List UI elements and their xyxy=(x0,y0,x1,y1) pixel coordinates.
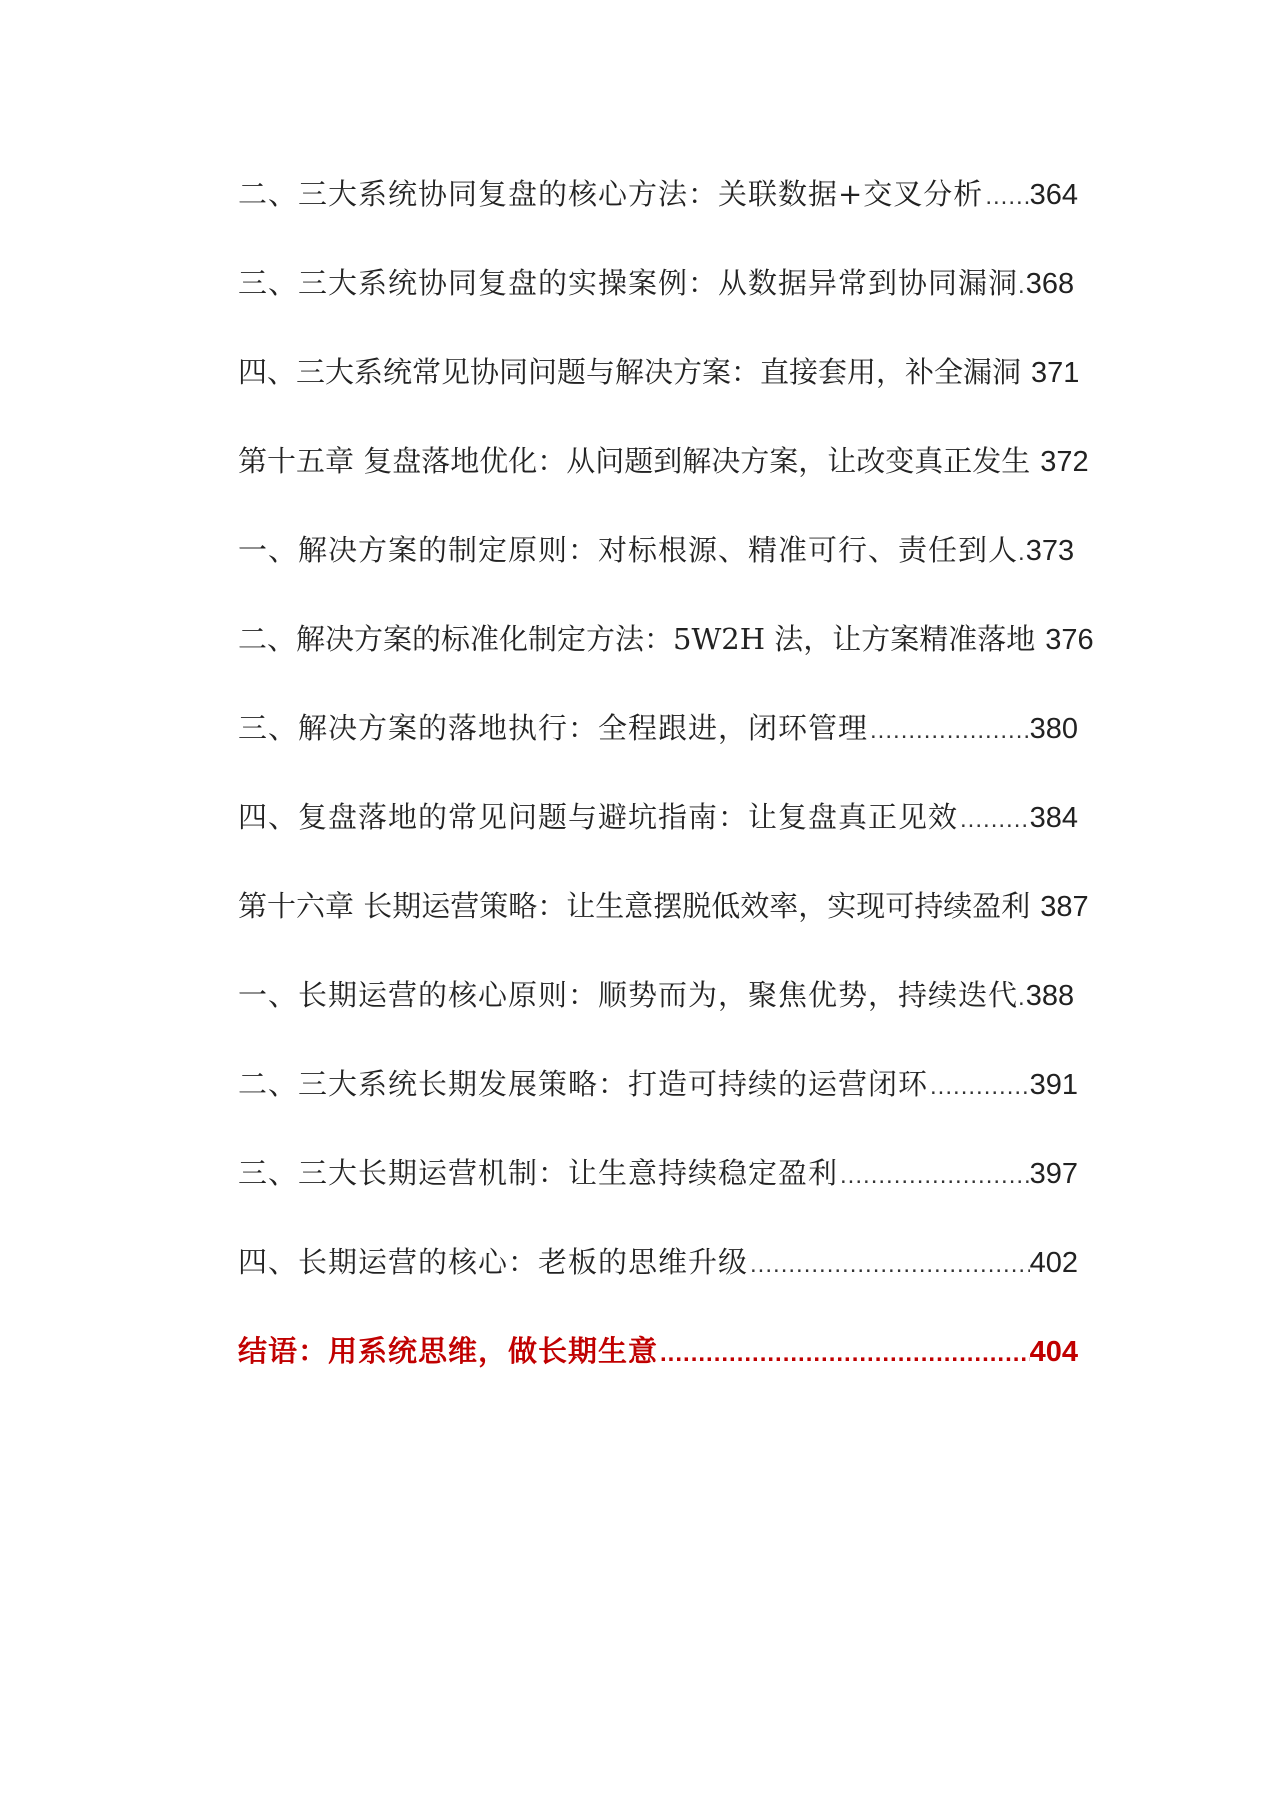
toc-page-number: 404 xyxy=(1029,1336,1078,1368)
toc-leader-dots xyxy=(983,183,1029,211)
toc-entry-title: 结语：用系统思维，做长期生意 xyxy=(238,1334,659,1368)
toc-entry-title: 四、三大系统常见协同问题与解决方案：直接套用，补全漏洞 xyxy=(238,355,1022,389)
toc-leader-dots xyxy=(838,1162,1030,1190)
toc-entry-title: 二、三大系统协同复盘的核心方法：关联数据+交叉分析 xyxy=(238,177,984,211)
toc-leader-dots xyxy=(1018,984,1026,1012)
toc-page-number: 388 xyxy=(1025,980,1075,1012)
toc-entry-section-2-long-term-strategy[interactable] xyxy=(238,1062,1078,1151)
table-of-contents xyxy=(238,172,1094,1418)
toc-entry-title: 二、三大系统长期发展策略：打造可持续的运营闭环 xyxy=(238,1067,929,1101)
toc-entry-title: 四、长期运营的核心：老板的思维升级 xyxy=(238,1245,749,1279)
toc-entry-title: 一、长期运营的核心原则：顺势而为，聚焦优势，持续迭代 xyxy=(238,978,1019,1012)
toc-leader-dots xyxy=(658,1340,1030,1368)
toc-entry-chapter-15[interactable] xyxy=(238,439,1089,528)
toc-page-number: 373 xyxy=(1025,535,1075,567)
toc-entry-section-4-review-pitfalls[interactable] xyxy=(238,795,1078,884)
toc-page-number: 364 xyxy=(1029,179,1078,211)
toc-page-number: 368 xyxy=(1025,268,1075,300)
toc-leader-dots xyxy=(1018,272,1026,300)
toc-entry-title: 第十六章 长期运营策略：让生意摆脱低效率，实现可持续盈利 xyxy=(238,889,1031,923)
toc-entry-section-4-owner-mindset[interactable] xyxy=(238,1240,1078,1329)
toc-entry-title: 三、解决方案的落地执行：全程跟进，闭环管理 xyxy=(238,711,869,745)
toc-entry-section-3-long-term-mechanisms[interactable] xyxy=(238,1151,1078,1240)
toc-entry-conclusion[interactable] xyxy=(238,1329,1078,1418)
toc-entry-title: 二、解决方案的标准化制定方法：5W2H 法，让方案精准落地 xyxy=(238,622,1036,656)
toc-page-number: 380 xyxy=(1029,713,1078,745)
toc-page-number: 387 xyxy=(1040,891,1089,923)
toc-entry-title: 第十五章 复盘落地优化：从问题到解决方案，让改变真正发生 xyxy=(238,444,1031,478)
toc-entry-section-4-common-coordination-issues[interactable] xyxy=(238,350,1078,439)
toc-entry-title: 四、复盘落地的常见问题与避坑指南：让复盘真正见效 xyxy=(238,800,959,834)
toc-entry-section-2-5w2h-method[interactable] xyxy=(238,617,1094,706)
toc-entry-section-3-solution-execution[interactable] xyxy=(238,706,1078,795)
toc-page-number: 391 xyxy=(1029,1069,1078,1101)
toc-page-number: 372 xyxy=(1040,446,1089,478)
toc-page-number: 371 xyxy=(1031,357,1080,389)
toc-entry-chapter-16[interactable] xyxy=(238,884,1089,973)
toc-leader-dots xyxy=(1018,539,1026,567)
toc-entry-section-1-long-term-principles[interactable] xyxy=(238,973,1078,1062)
toc-entry-title: 一、解决方案的制定原则：对标根源、精准可行、责任到人 xyxy=(238,533,1019,567)
toc-entry-section-1-solution-principles[interactable] xyxy=(238,528,1078,617)
toc-page-number: 376 xyxy=(1045,624,1094,656)
toc-leader-dots xyxy=(868,717,1030,745)
toc-page-number: 402 xyxy=(1029,1247,1078,1279)
toc-leader-dots xyxy=(748,1251,1030,1279)
toc-entry-title: 三、三大长期运营机制：让生意持续稳定盈利 xyxy=(238,1156,839,1190)
toc-entry-section-2-coordinated-review-method[interactable] xyxy=(238,172,1078,261)
toc-leader-dots xyxy=(958,806,1030,834)
toc-page-number: 397 xyxy=(1029,1158,1078,1190)
toc-page-number: 384 xyxy=(1029,802,1078,834)
toc-entry-section-3-coordinated-review-case[interactable] xyxy=(238,261,1078,350)
toc-leader-dots xyxy=(928,1073,1030,1101)
toc-entry-title: 三、三大系统协同复盘的实操案例：从数据异常到协同漏洞 xyxy=(238,266,1019,300)
